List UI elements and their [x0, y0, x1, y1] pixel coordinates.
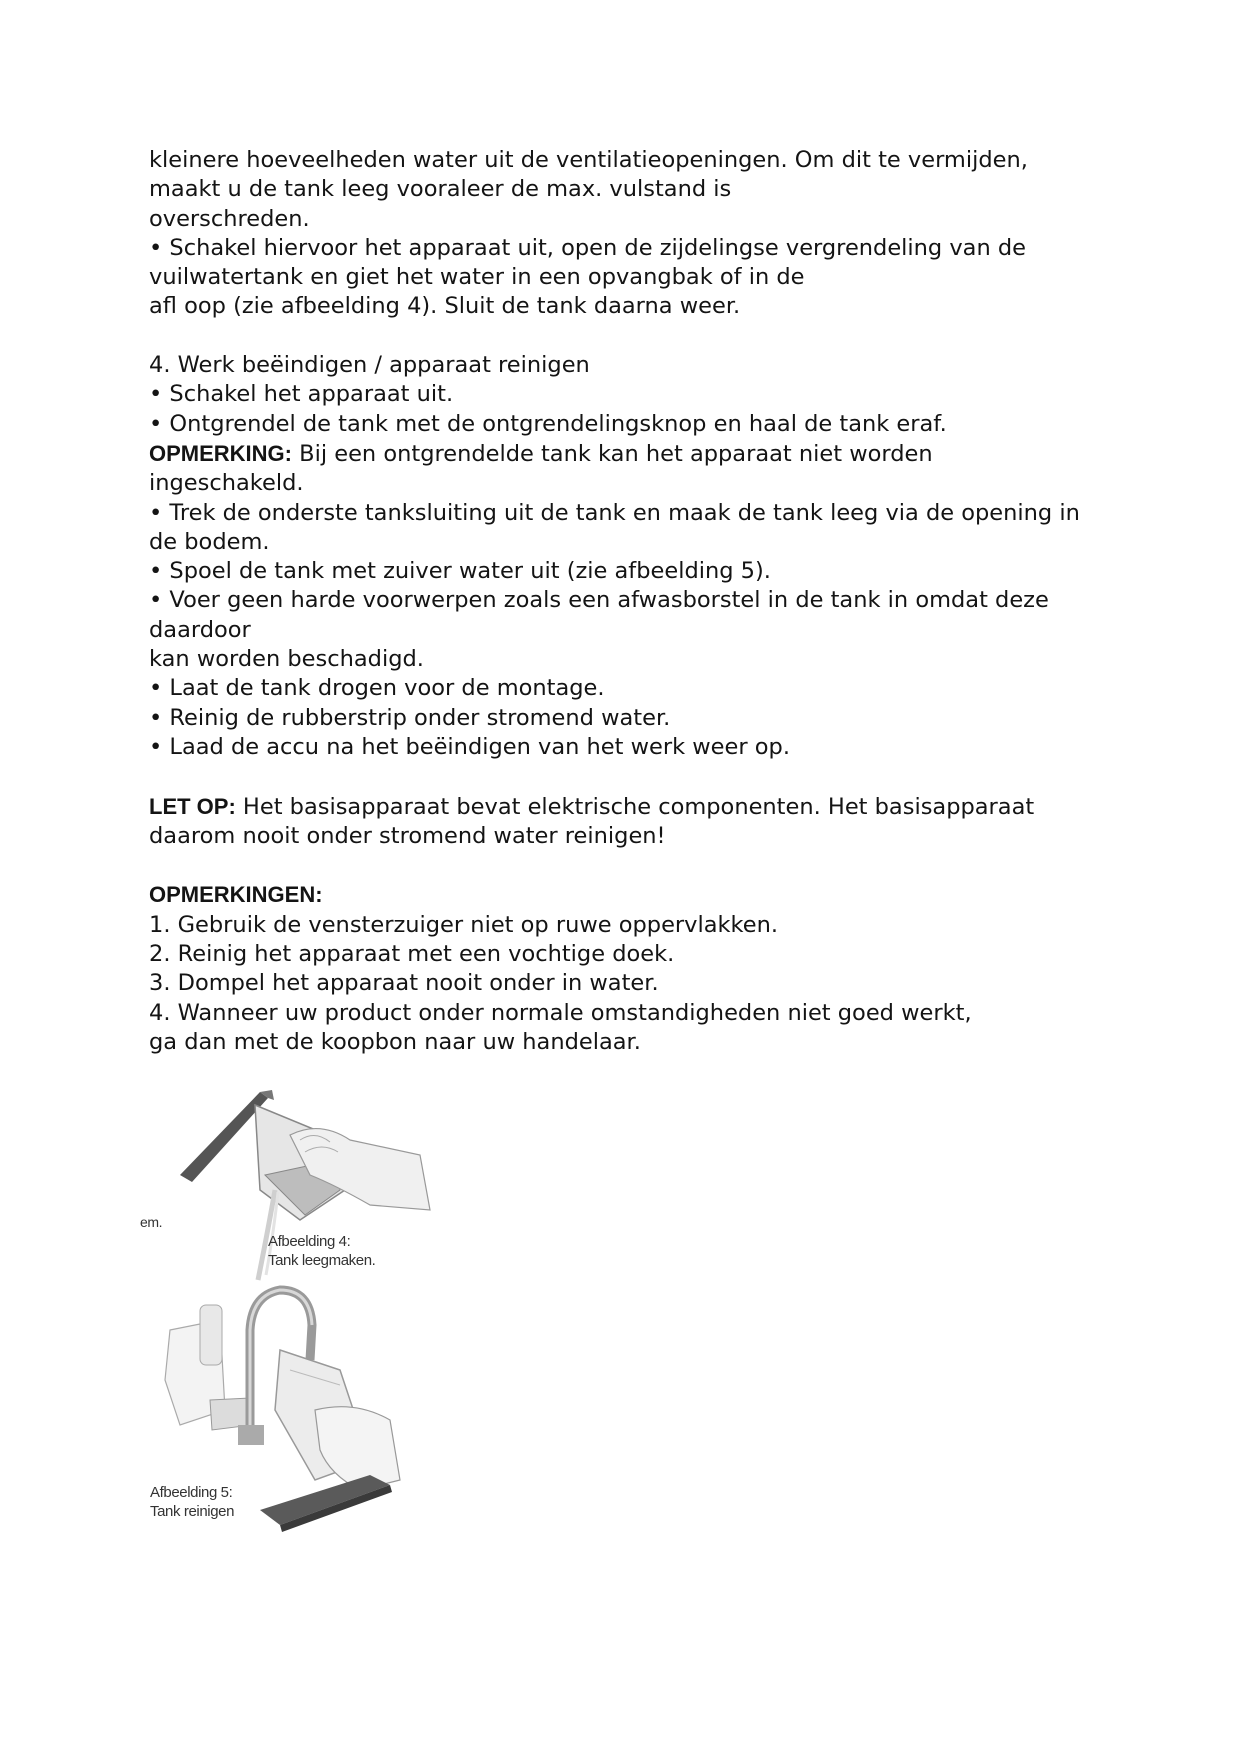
paragraph-gap	[149, 762, 1109, 791]
warning-line	[149, 792, 1109, 822]
figure-area	[140, 1080, 440, 1550]
warning-label: LET OP:	[149, 793, 236, 819]
text-line: ingeschakeld.	[149, 470, 304, 497]
numbered-item: 1. Gebruik de vensterzuiger niet op ruwe oppervlakken.	[149, 911, 779, 938]
text-line: daardoor	[149, 616, 251, 643]
text-line: ga dan met de koopbon naar uw handelaar.	[149, 1028, 641, 1055]
warning-text: Het basisapparaat bevat elektrische componenten. Het basisapparaat	[235, 793, 1035, 820]
text-line: overschreden.	[149, 205, 310, 232]
figure-5-caption-title: Afbeelding 5:	[150, 1484, 233, 1501]
bullet-item: • Trek de onderste tanksluiting uit de tank en maak de tank leeg via de opening in	[149, 499, 1080, 526]
notes-heading	[149, 880, 1109, 910]
numbered-item: 4. Wanneer uw product onder normale omstandigheden niet goed werkt,	[149, 999, 972, 1026]
bullet-item: • Voer geen harde voorwerpen zoals een afwasborstel in de tank in omdat deze	[149, 587, 1049, 614]
figure-4-caption-title: Afbeelding 4:	[268, 1233, 351, 1250]
bullet-item: • Ontgrendel de tank met de ontgrendelingsknop en haal de tank eraf.	[149, 410, 947, 437]
numbered-item: 2. Reinig het apparaat met een vochtige doek.	[149, 941, 675, 968]
note-text: Bij een ontgrendelde tank kan het apparaat niet worden	[292, 440, 933, 467]
paragraph-gap	[149, 322, 1109, 351]
text-line: de bodem.	[149, 528, 270, 555]
bullet-item: • Laad de accu na het beëindigen van het werk weer op.	[149, 733, 790, 760]
text-line: • Schakel hiervoor het apparaat uit, open de zijdelingse vergrendeling van de	[149, 234, 1027, 261]
notes-label: OPMERKINGEN:	[149, 882, 323, 908]
bullet-item: • Laat de tank drogen voor de montage.	[149, 675, 605, 702]
numbered-item: 3. Dompel het apparaat nooit onder in water.	[149, 970, 659, 997]
note-label: OPMERKING:	[149, 440, 292, 466]
bullet-item: • Reinig de rubberstrip onder stromend water.	[149, 704, 671, 731]
text-line: maakt u de tank leeg vooraleer de max. vulstand is	[149, 176, 732, 203]
figure-4-caption-text: Tank leegmaken.	[268, 1252, 376, 1269]
text-line: kan worden beschadigd.	[149, 646, 424, 673]
bullet-item: • Schakel het apparaat uit.	[149, 381, 454, 408]
section-heading: 4. Werk beëindigen / apparaat reinigen	[149, 352, 590, 379]
note-line	[149, 439, 1109, 469]
text-line: afl oop (zie afbeelding 4). Sluit de tank daarna weer.	[149, 293, 741, 320]
paragraph-gap	[149, 851, 1109, 880]
text-line: kleinere hoeveelheden water uit de ventilatieopeningen. Om dit te vermijden,	[149, 147, 1028, 173]
text-line: daarom nooit onder stromend water reinigen!	[149, 822, 666, 849]
figure-4-illustration	[140, 1080, 440, 1550]
text-line: vuilwatertank en giet het water in een opvangbak of in de	[149, 264, 805, 291]
bullet-item: • Spoel de tank met zuiver water uit (zie afbeelding 5).	[149, 558, 771, 585]
figure-fragment-text: em.	[140, 1214, 163, 1230]
figure-5-caption-text: Tank reinigen	[150, 1503, 235, 1520]
document-body	[149, 146, 1109, 1057]
